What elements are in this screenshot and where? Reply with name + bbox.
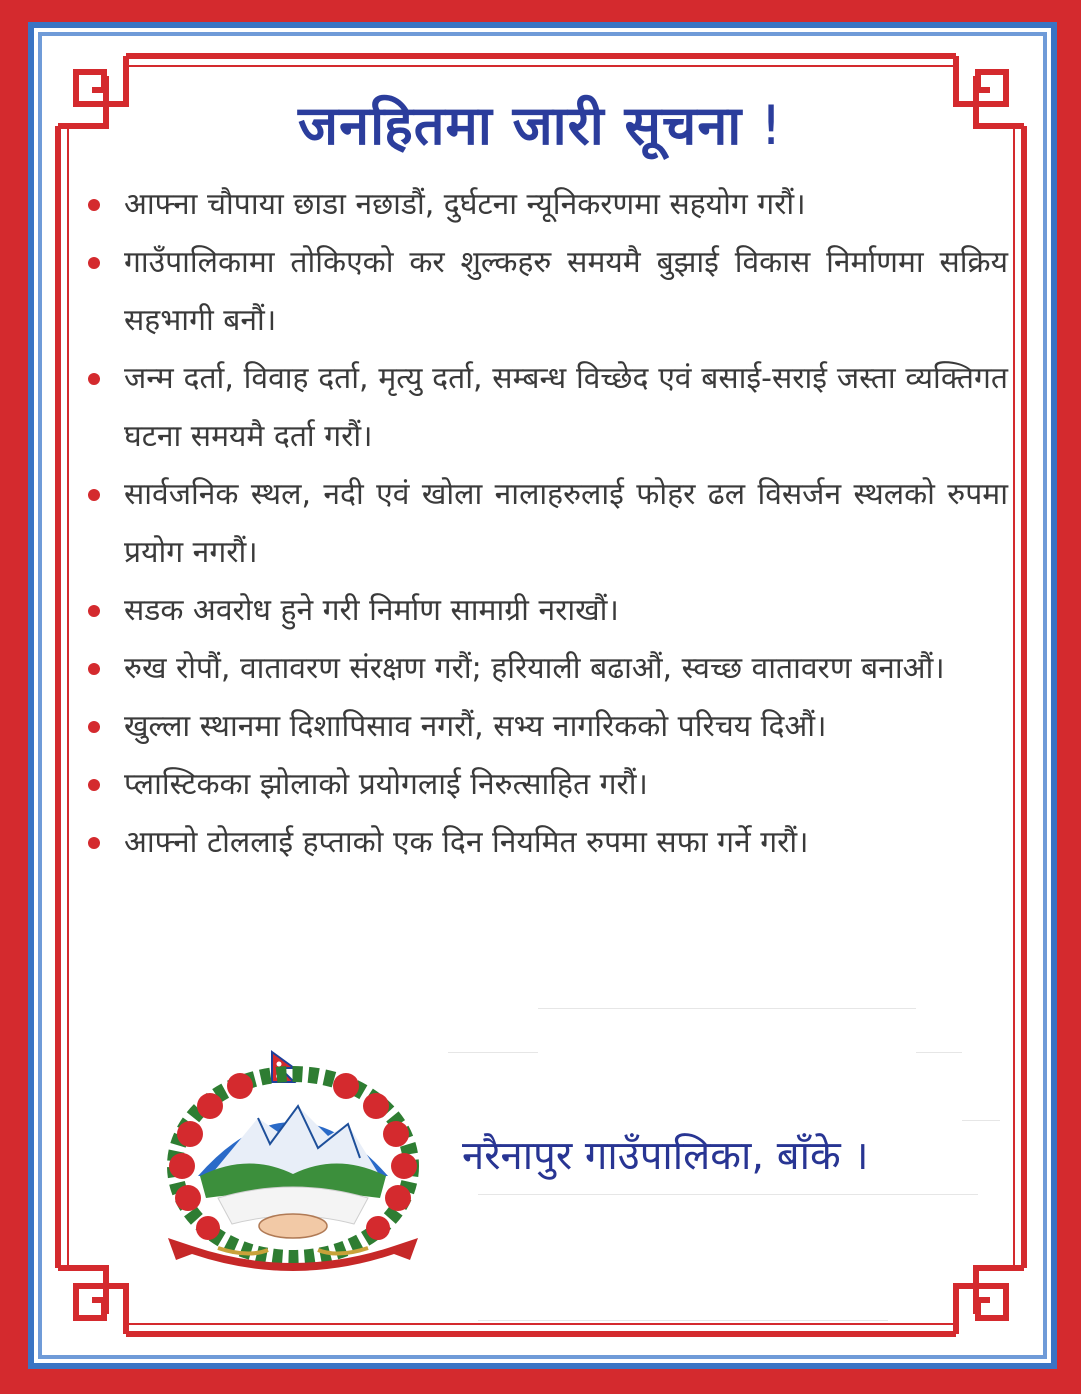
list-item xyxy=(86,234,1008,350)
list-item xyxy=(86,350,1008,466)
list-item xyxy=(86,640,1008,698)
list-item xyxy=(86,176,1008,234)
list-item-text: सार्वजनिक स्थल, नदी एवं खोला नालाहरुलाई फोहर ढल विसर्जन स्थलको रुपमा प्रयोग नगरौं। xyxy=(124,477,1008,570)
red-dot-icon xyxy=(88,199,100,211)
notice-list xyxy=(86,176,1008,872)
notice-title xyxy=(0,86,1081,160)
red-dot-icon xyxy=(88,837,100,849)
nepal-government-emblem xyxy=(148,1048,438,1288)
list-item xyxy=(86,814,1008,872)
red-dot-icon xyxy=(88,257,100,269)
list-item-text: आफ्ना चौपाया छाडा नछाडौं, दुर्घटना न्यूनिकरणमा सहयोग गरौं। xyxy=(124,187,806,222)
list-item-text: गाउँपालिकामा तोकिएको कर शुल्कहरु समयमै बुझाई विकास निर्माणमा सक्रिय सहभागी बनौं। xyxy=(124,245,1008,338)
notice-title-mark: ! xyxy=(760,94,783,157)
list-item-text: सडक अवरोध हुने गरी निर्माण सामाग्री नराखौं। xyxy=(124,593,619,628)
faint-line xyxy=(478,1194,978,1195)
municipality-name: नरैनापुर गाउँपालिका, बाँके । xyxy=(462,1133,869,1179)
red-dot-icon xyxy=(88,373,100,385)
faint-line xyxy=(962,1120,1000,1121)
list-item-text: जन्म दर्ता, विवाह दर्ता, मृत्यु दर्ता, सम्बन्ध विच्छेद एवं बसाई-सराई जस्ता व्यक्तिगत घटना समयमै दर्ता गरौं। xyxy=(124,361,1008,454)
notice-title-text: जनहितमा जारी सूचना xyxy=(298,94,743,157)
list-item xyxy=(86,756,1008,814)
list-item xyxy=(86,698,1008,756)
faint-line xyxy=(538,1008,916,1009)
red-dot-icon xyxy=(88,489,100,501)
list-item-text: प्लास्टिकका झोलाको प्रयोगलाई निरुत्साहित गरौं। xyxy=(124,767,648,802)
faint-line xyxy=(916,1052,962,1053)
list-item-text: आफ्नो टोललाई हप्ताको एक दिन नियमित रुपमा सफा गर्ने गरौं। xyxy=(124,825,809,860)
list-item-text: रुख रोपौं, वातावरण संरक्षण गरौं; हरियाली बढाऔं, स्वच्छ वातावरण बनाऔं। xyxy=(124,651,945,686)
list-item xyxy=(86,466,1008,582)
list-item-text: खुल्ला स्थानमा दिशापिसाव नगरौं, सभ्य नागरिकको परिचय दिऔं। xyxy=(124,709,827,744)
faint-line xyxy=(478,1320,888,1321)
red-dot-icon xyxy=(88,721,100,733)
faint-line xyxy=(448,1052,538,1053)
red-dot-icon xyxy=(88,663,100,675)
red-dot-icon xyxy=(88,605,100,617)
list-item xyxy=(86,582,1008,640)
red-dot-icon xyxy=(88,779,100,791)
